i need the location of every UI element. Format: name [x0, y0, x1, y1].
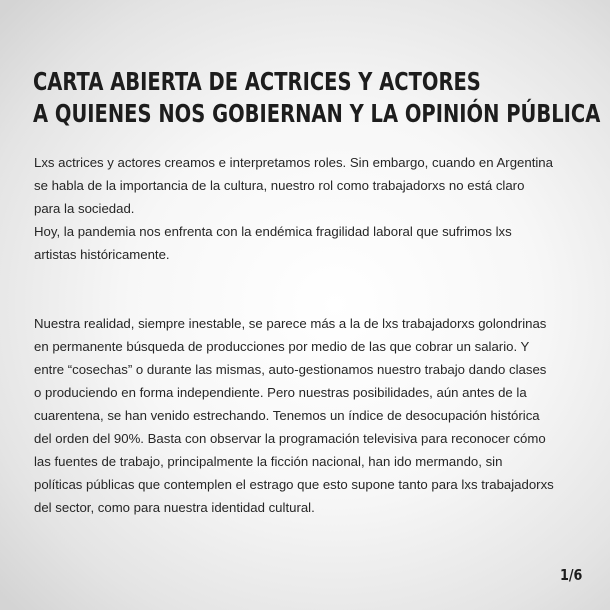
- paragraph-line: cuarentena, se han venido estrechando. Tenemos un índice de desocupación histórica: [34, 408, 540, 423]
- paragraph-line: o produciendo en forma independiente. Pero nuestras posibilidades, aún antes de la: [34, 385, 527, 400]
- paragraph-2: [34, 220, 594, 266]
- paragraph-line: Lxs actrices y actores creamos e interpretamos roles. Sin embargo, cuando en Argentina: [34, 155, 553, 170]
- paragraph-line: del orden del 90%. Basta con observar la programación televisiva para reconocer cómo: [34, 431, 546, 446]
- paragraph-line: se habla de la importancia de la cultura, nuestro rol como trabajadorxs no está claro: [34, 178, 525, 193]
- paragraph-line: en permanente búsqueda de producciones por medio de las que cobrar un salario. Y: [34, 339, 530, 354]
- paragraph-line: Nuestra realidad, siempre inestable, se parece más a la de lxs trabajadorxs golondrinas: [34, 316, 547, 331]
- title-line-2: A QUIENES NOS GOBIERNAN Y LA OPINIÓN PÚBLICA: [33, 99, 601, 128]
- paragraph-line: artistas históricamente.: [34, 247, 170, 262]
- paragraph-spacer: [34, 266, 594, 312]
- paragraph-line: políticas públicas que contemplen el estrago que esto supone tanto para lxs trabajadorxs: [34, 477, 554, 492]
- page-number: 1/6: [559, 566, 582, 584]
- letter-title: [33, 66, 601, 130]
- paragraph-1: [34, 151, 594, 220]
- paragraph-3: [34, 312, 594, 519]
- paragraph-line: entre “cosechas” o durante las mismas, auto-gestionamos nuestro trabajo dando clases: [34, 362, 547, 377]
- title-line-1: CARTA ABIERTA DE ACTRICES Y ACTORES: [33, 67, 481, 96]
- letter-body: [34, 151, 594, 519]
- paragraph-line: del sector, como para nuestra identidad cultural.: [34, 500, 315, 515]
- paragraph-line: Hoy, la pandemia nos enfrenta con la endémica fragilidad laboral que sufrimos lxs: [34, 224, 512, 239]
- paragraph-line: las fuentes de trabajo, principalmente la ficción nacional, han ido mermando, sin: [34, 454, 503, 469]
- paragraph-line: para la sociedad.: [34, 201, 135, 216]
